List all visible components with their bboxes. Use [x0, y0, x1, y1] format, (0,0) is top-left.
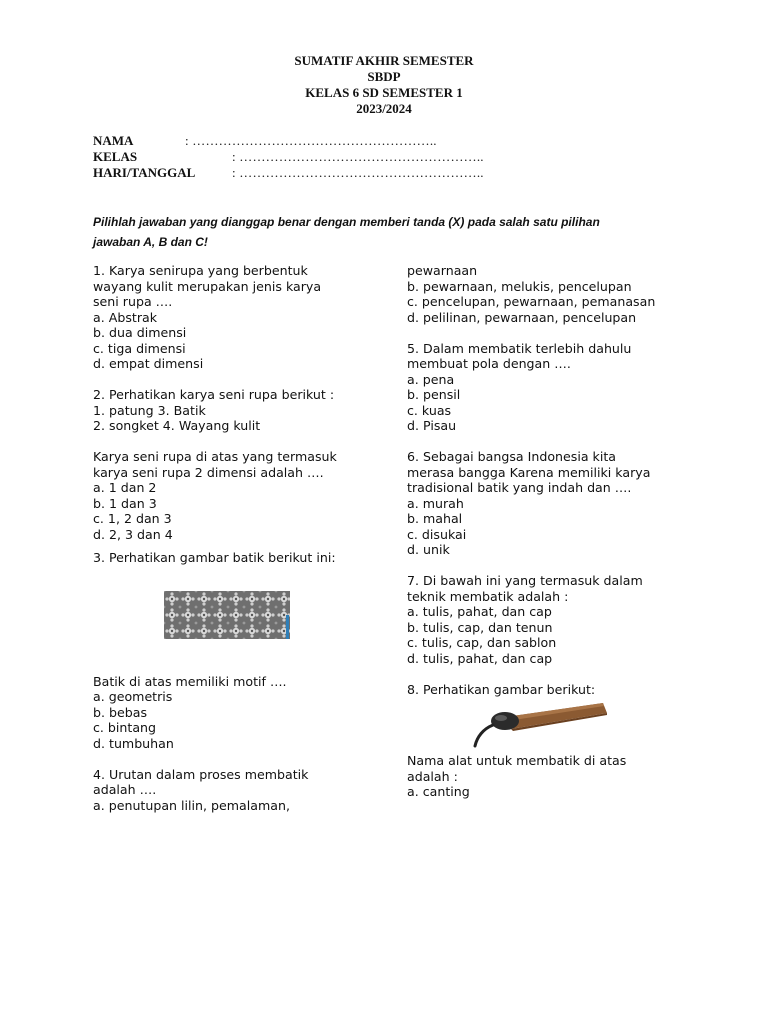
answer-option[interactable]: d. 2, 3 dan 4 [93, 526, 173, 542]
answer-option[interactable]: a. geometris [93, 689, 173, 704]
answer-option[interactable]: d. pelilinan, pewarnaan, pencelupan [407, 309, 637, 325]
canting-image [471, 699, 611, 751]
left-column [93, 263, 383, 813]
answer-option[interactable]: c. 1, 2 dan 3 [93, 511, 172, 526]
answer-option[interactable]: c. pencelupan, pewarnaan, pemanasan [407, 294, 656, 309]
answer-option[interactable]: a. Abstrak [93, 309, 158, 325]
field-nama-blank[interactable]: : ……………………………………………….. [185, 133, 437, 148]
field-nama-label: NAMA [93, 133, 134, 148]
question-7 [407, 573, 727, 666]
answer-option[interactable]: a. canting [407, 784, 470, 799]
document-header [0, 53, 768, 117]
question-text: 5. Dalam membatik terlebih dahulu [407, 340, 632, 356]
answer-option[interactable]: b. dua dimensi [93, 325, 187, 340]
answer-option[interactable]: d. tulis, pahat, dan cap [407, 650, 553, 666]
answer-option[interactable]: a. penutupan lilin, pemalaman, [93, 797, 290, 813]
question-text: 1. patung 3. Batik [93, 402, 206, 418]
instruction-line-1: Pilihlah jawaban yang dianggap benar dengan memberi tanda (X) pada salah satu pilihan [93, 215, 600, 229]
answer-option[interactable]: b. mahal [407, 511, 463, 526]
question-text: adalah …. [93, 782, 157, 797]
answer-option[interactable]: b. tulis, cap, dan tenun [407, 619, 553, 635]
answer-option[interactable]: a. pena [407, 371, 455, 387]
right-column [407, 263, 727, 800]
question-text: seni rupa …. [93, 294, 173, 309]
question-text: teknik membatik adalah : [407, 588, 569, 604]
question-text: adalah : [407, 768, 458, 784]
question-text: merasa bangga Karena memiliki karya [407, 464, 651, 480]
question-text: 1. Karya senirupa yang berbentuk [93, 263, 308, 278]
question-text: 2. Perhatikan karya seni rupa berikut : [93, 387, 335, 402]
field-hari-tanggal-blank[interactable]: : ……………………………………………….. [232, 165, 484, 180]
header-year: 2023/2024 [356, 101, 412, 116]
answer-option[interactable]: a. murah [407, 495, 464, 511]
question-text: Nama alat untuk membatik di atas [407, 753, 627, 768]
question-8 [407, 682, 727, 800]
field-hari-tanggal-label: HARI/TANGGAL [93, 165, 196, 180]
answer-option[interactable]: b. 1 dan 3 [93, 495, 157, 511]
question-text: 4. Urutan dalam proses membatik [93, 766, 309, 782]
field-kelas-label: KELAS [93, 149, 138, 164]
question-text: Karya seni rupa di atas yang termasuk [93, 449, 337, 464]
answer-option[interactable]: d. tumbuhan [93, 735, 174, 751]
question-2 [93, 387, 383, 542]
answer-option[interactable]: c. disukai [407, 526, 467, 542]
header-title: SUMATIF AKHIR SEMESTER [294, 53, 474, 68]
field-kelas-blank[interactable]: : ……………………………………………….. [232, 149, 484, 164]
question-text: Batik di atas memiliki motif …. [93, 673, 287, 689]
instruction [93, 212, 653, 252]
question-text: wayang kulit merupakan jenis karya [93, 278, 322, 294]
answer-option[interactable]: pewarnaan [407, 263, 478, 278]
batik-motif-image [164, 591, 290, 639]
question-text: karya seni rupa 2 dimensi adalah …. [93, 464, 324, 480]
question-text: membuat pola dengan …. [407, 356, 571, 371]
answer-option[interactable]: b. pensil [407, 387, 461, 402]
question-text: 8. Perhatikan gambar berikut: [407, 681, 596, 697]
question-1 [93, 263, 383, 372]
answer-option[interactable]: a. 1 dan 2 [93, 480, 157, 495]
question-6 [407, 449, 727, 558]
question-text: 7. Di bawah ini yang termasuk dalam [407, 573, 643, 588]
answer-option[interactable]: d. empat dimensi [93, 356, 204, 371]
question-text: 6. Sebagai bangsa Indonesia kita [407, 449, 617, 464]
header-class: KELAS 6 SD SEMESTER 1 [305, 85, 463, 100]
question-5 [407, 341, 727, 434]
answer-option[interactable]: c. bintang [93, 720, 157, 735]
answer-option[interactable]: c. kuas [407, 402, 452, 418]
answer-option[interactable]: c. tiga dimensi [93, 340, 186, 356]
instruction-line-2: jawaban A, B dan C! [93, 235, 208, 249]
question-text: 2. songket 4. Wayang kulit [93, 418, 261, 433]
answer-option[interactable]: b. bebas [93, 704, 148, 720]
question-4-continued [407, 263, 727, 325]
answer-option[interactable]: d. unik [407, 542, 450, 557]
header-subject: SBDP [367, 69, 401, 84]
answer-option[interactable]: b. pewarnaan, melukis, pencelupan [407, 278, 632, 294]
question-text: tradisional batik yang indah dan …. [407, 480, 632, 495]
answer-option[interactable]: a. tulis, pahat, dan cap [407, 604, 552, 619]
answer-option[interactable]: d. Pisau [407, 418, 457, 433]
question-4 [93, 767, 383, 814]
answer-option[interactable]: c. tulis, cap, dan sablon [407, 635, 557, 650]
question-text: 3. Perhatikan gambar batik berikut ini: [93, 550, 336, 565]
question-3 [93, 550, 383, 751]
